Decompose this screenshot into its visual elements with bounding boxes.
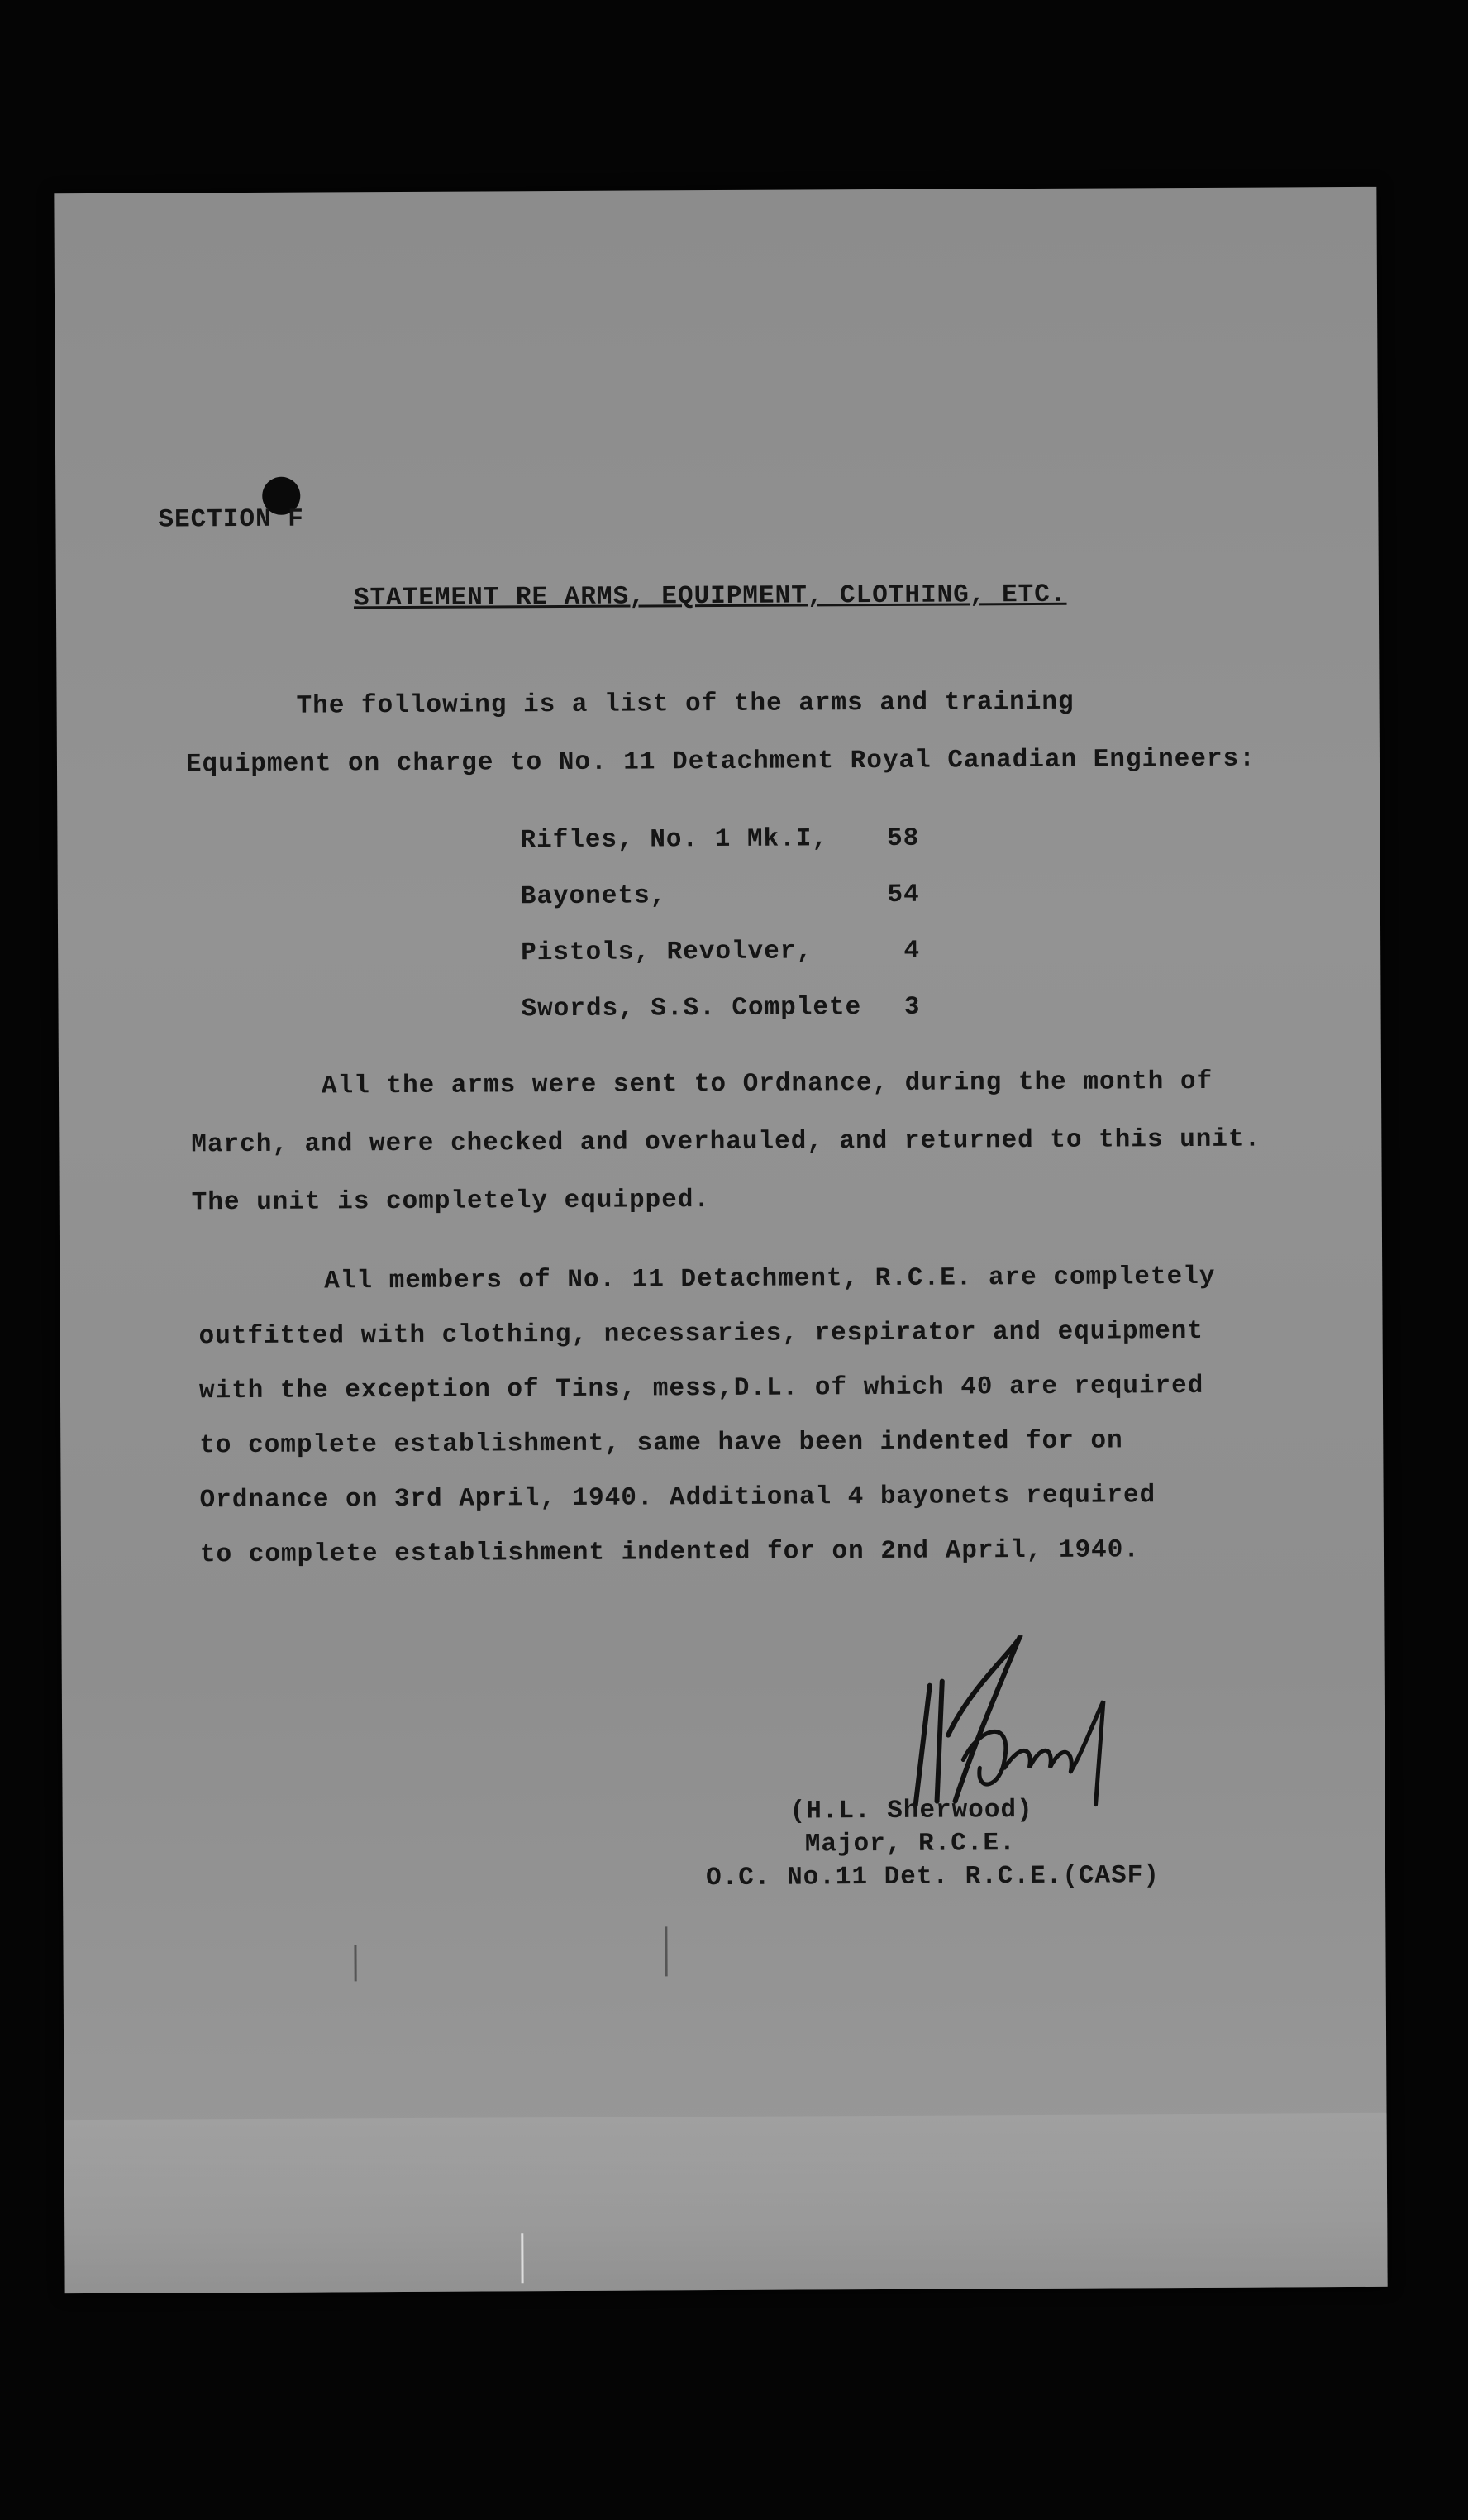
arms-quantity: 3 bbox=[903, 992, 921, 1022]
paragraph-2-line: March, and were checked and overhauled, and returned to this unit. bbox=[191, 1124, 1261, 1160]
arms-item: Pistols, Revolver, bbox=[521, 937, 813, 968]
arms-quantity: 4 bbox=[903, 936, 921, 966]
arms-list-row bbox=[521, 993, 920, 1052]
signatory-name: (H.L. Sherwood) bbox=[789, 1796, 1033, 1826]
paragraph-3-line: All members of No. 11 Detachment, R.C.E. are completely bbox=[324, 1262, 1216, 1296]
document-page bbox=[54, 187, 1387, 2293]
paragraph-2-line: The unit is completely equipped. bbox=[191, 1186, 711, 1218]
section-label: SECTION F bbox=[158, 504, 304, 535]
arms-list-row bbox=[521, 881, 920, 939]
paragraph-3-line: with the exception of Tins, mess,D.L. of which 40 are required bbox=[198, 1371, 1204, 1406]
intro-line-2: Equipment on charge to No. 11 Detachment Royal Canadian Engineers: bbox=[185, 744, 1256, 780]
signatory-rank: Major, R.C.E. bbox=[804, 1829, 1016, 1859]
arms-list-row bbox=[520, 824, 919, 883]
arms-quantity: 54 bbox=[887, 880, 920, 909]
scan-artifact bbox=[665, 1926, 667, 1976]
arms-item: Rifles, No. 1 Mk.I, bbox=[520, 824, 829, 856]
intro-line-1: The following is a list of the arms and training bbox=[296, 687, 1075, 721]
arms-item: Swords, S.S. Complete bbox=[521, 993, 862, 1024]
document-heading: STATEMENT RE ARMS, EQUIPMENT, CLOTHING, ETC. bbox=[353, 580, 1067, 613]
scan-artifact bbox=[521, 2233, 523, 2283]
signatory-appointment: O.C. No.11 Det. R.C.E.(CASF) bbox=[705, 1861, 1161, 1893]
paragraph-3-line: Ordnance on 3rd April, 1940. Additional 4 bayonets required bbox=[199, 1481, 1156, 1515]
arms-item: Bayonets, bbox=[520, 881, 667, 912]
paragraph-2-line: All the arms were sent to Ordnance, during the month of bbox=[321, 1067, 1213, 1101]
paragraph-3-line: to complete establishment indented for on 2nd April, 1940. bbox=[199, 1535, 1141, 1570]
paper-shadow-band bbox=[64, 2113, 1388, 2293]
arms-list-row bbox=[521, 937, 920, 995]
paragraph-3-line: to complete establishment, same have been indented for on bbox=[199, 1426, 1123, 1461]
paragraph-3-line: outfitted with clothing, necessaries, respirator and equipment bbox=[198, 1316, 1204, 1352]
scan-artifact bbox=[354, 1945, 356, 1981]
arms-quantity: 58 bbox=[887, 823, 920, 853]
arms-list bbox=[520, 824, 920, 1052]
